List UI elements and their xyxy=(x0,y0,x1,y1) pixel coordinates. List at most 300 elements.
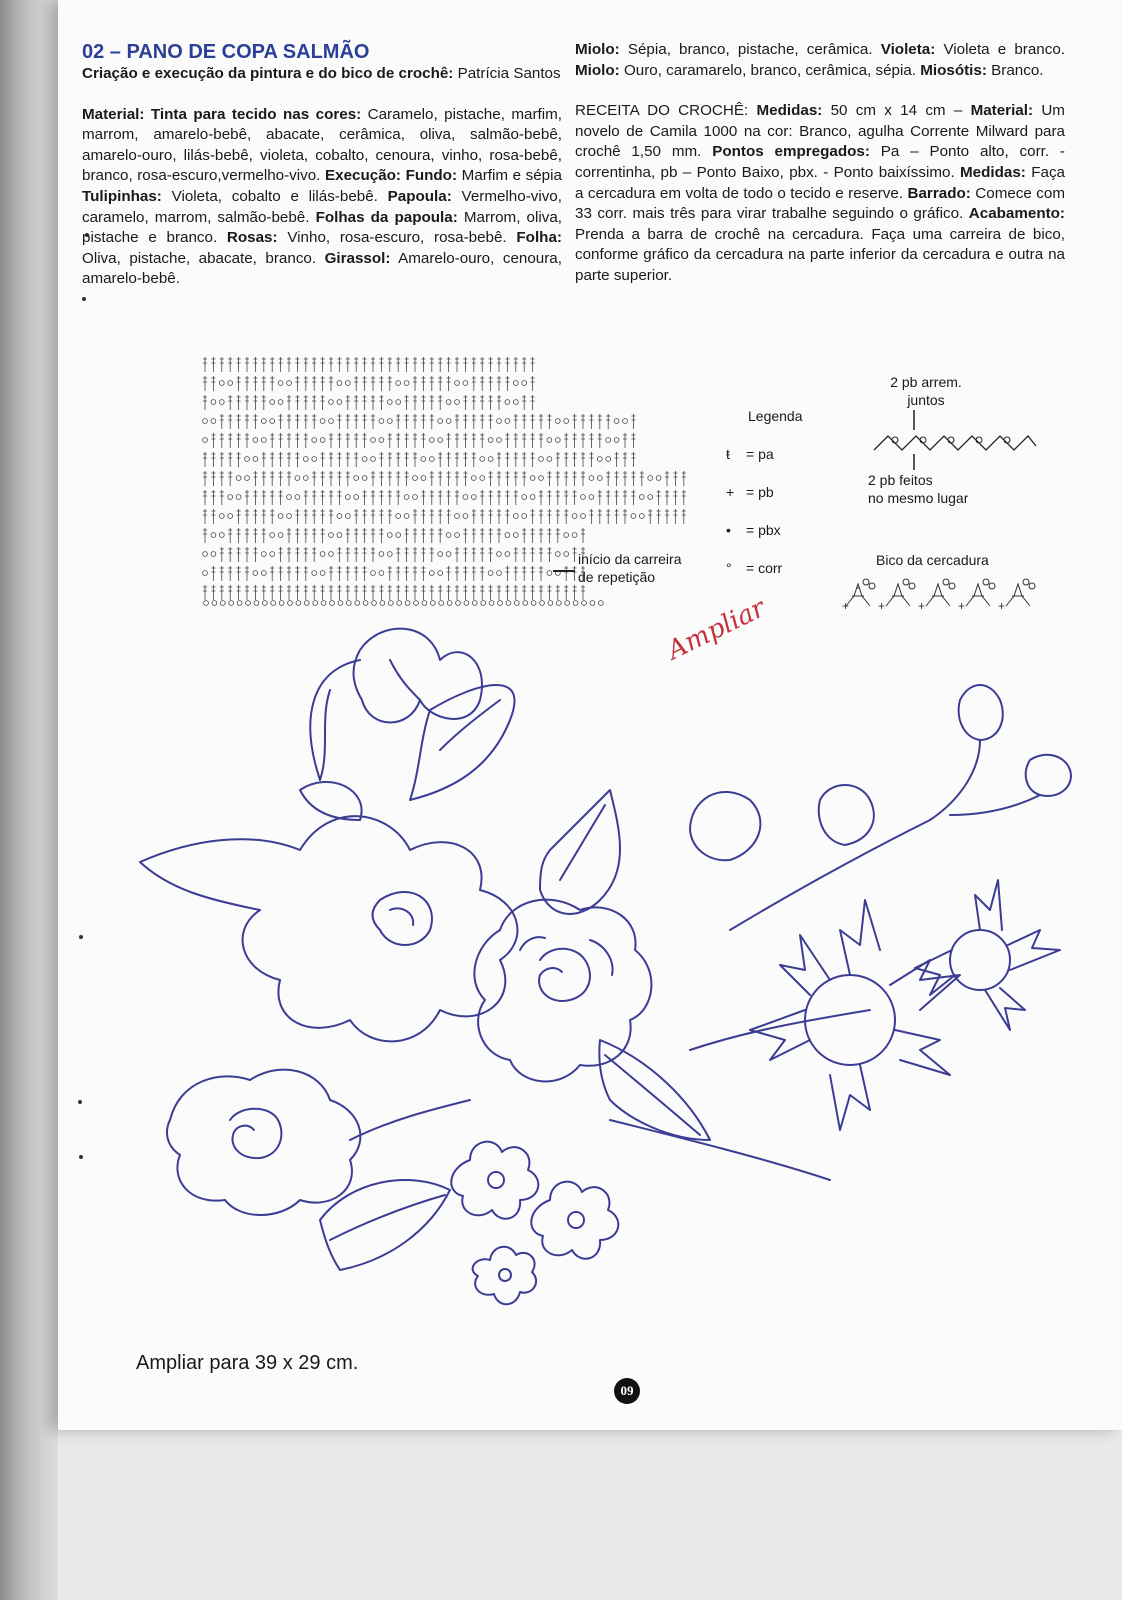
chart-chain-stitch xyxy=(337,514,342,519)
chart-double-crochet-stitch xyxy=(438,490,442,505)
chart-double-crochet-stitch xyxy=(354,528,358,543)
chart-double-crochet-stitch xyxy=(673,509,677,524)
chart-double-crochet-stitch xyxy=(220,414,224,429)
chart-double-crochet-stitch xyxy=(430,490,434,505)
chart-chain-stitch xyxy=(429,457,434,462)
chart-chain-stitch xyxy=(606,438,611,443)
chart-chain-stitch xyxy=(236,476,241,481)
chart-double-crochet-stitch xyxy=(329,452,333,467)
miolo2-label: Miolo: xyxy=(575,61,620,79)
chart-double-crochet-stitch xyxy=(556,471,560,486)
chart-double-crochet-stitch xyxy=(438,585,442,600)
page-number: 09 xyxy=(614,1378,640,1404)
chart-double-crochet-stitch xyxy=(237,452,241,467)
chart-chain-stitch xyxy=(396,514,401,519)
chart-double-crochet-stitch xyxy=(489,414,493,429)
legend-item-pb xyxy=(726,484,774,500)
chart-double-crochet-stitch xyxy=(480,414,484,429)
chart-start-label xyxy=(578,550,682,586)
chart-double-crochet-stitch xyxy=(354,433,358,448)
chart-double-crochet-stitch xyxy=(430,471,434,486)
chart-chain-stitch xyxy=(530,476,535,481)
chart-double-crochet-stitch xyxy=(413,433,417,448)
chart-chain-stitch xyxy=(530,495,535,500)
chart-double-crochet-stitch xyxy=(505,490,509,505)
chart-double-crochet-stitch xyxy=(262,471,266,486)
chart-double-crochet-stitch xyxy=(531,433,535,448)
chart-double-crochet-stitch xyxy=(556,509,560,524)
recipe-medidas-label: Medidas: xyxy=(756,102,823,120)
chart-double-crochet-stitch xyxy=(489,376,493,391)
chart-chain-stitch xyxy=(648,476,653,481)
execucao-label: Execução: xyxy=(325,167,401,185)
chart-chain-stitch xyxy=(404,514,409,519)
chart-chain-stitch xyxy=(648,495,653,500)
chart-double-crochet-stitch xyxy=(287,566,291,581)
chart-double-crochet-stitch xyxy=(430,395,434,410)
chart-double-crochet-stitch xyxy=(547,547,551,562)
chart-double-crochet-stitch xyxy=(245,585,249,600)
chart-double-crochet-stitch xyxy=(631,452,635,467)
chart-double-crochet-stitch xyxy=(388,566,392,581)
binding-dot xyxy=(79,1155,83,1159)
chart-double-crochet-stitch xyxy=(321,509,325,524)
chart-double-crochet-stitch xyxy=(279,471,283,486)
chart-double-crochet-stitch xyxy=(388,452,392,467)
chart-chain-stitch xyxy=(387,400,392,405)
chart-chain-stitch xyxy=(396,533,401,538)
chart-double-crochet-stitch xyxy=(505,509,509,524)
chart-double-crochet-stitch xyxy=(312,490,316,505)
chart-chain-stitch xyxy=(555,438,560,443)
chart-double-crochet-stitch xyxy=(497,528,501,543)
bico-stitch-diagram xyxy=(870,410,1040,470)
chart-chain-stitch xyxy=(345,381,350,386)
chart-chain-stitch xyxy=(480,476,485,481)
chart-double-crochet-stitch xyxy=(304,357,308,372)
chart-chain-stitch xyxy=(396,381,401,386)
tulipinhas-text: Violeta, cobalto e lilás-bebê. xyxy=(171,187,378,205)
chart-double-crochet-stitch xyxy=(211,566,215,581)
chart-chain-stitch xyxy=(295,495,300,500)
chart-double-crochet-stitch xyxy=(564,471,568,486)
chart-double-crochet-stitch xyxy=(598,414,602,429)
chart-chain-stitch xyxy=(320,419,325,424)
chart-chain-stitch xyxy=(446,533,451,538)
chart-double-crochet-stitch xyxy=(438,471,442,486)
chart-double-crochet-stitch xyxy=(287,414,291,429)
chart-double-crochet-stitch xyxy=(573,452,577,467)
chart-chain-stitch xyxy=(354,495,359,500)
chart-chain-stitch xyxy=(253,571,258,576)
recipe-material-text: Um novelo de Camila 1000 na cor: Branco, agulha Corrente Milward para crochê 1,50 mm. xyxy=(575,102,1065,161)
chart-double-crochet-stitch xyxy=(354,509,358,524)
chart-double-crochet-stitch xyxy=(430,528,434,543)
chart-double-crochet-stitch xyxy=(337,490,341,505)
chart-double-crochet-stitch xyxy=(304,490,308,505)
chart-double-crochet-stitch xyxy=(531,566,535,581)
chart-double-crochet-stitch xyxy=(203,490,207,505)
chart-chain-stitch xyxy=(219,533,224,538)
chart-double-crochet-stitch xyxy=(581,433,585,448)
chart-double-crochet-stitch xyxy=(304,547,308,562)
materials-paragraph xyxy=(82,105,562,290)
chart-double-crochet-stitch xyxy=(270,509,274,524)
chart-double-crochet-stitch xyxy=(623,433,627,448)
chart-chain-stitch xyxy=(438,552,443,557)
chart-double-crochet-stitch xyxy=(346,566,350,581)
chart-double-crochet-stitch xyxy=(623,452,627,467)
chart-double-crochet-stitch xyxy=(295,547,299,562)
chart-double-crochet-stitch xyxy=(573,490,577,505)
chart-chain-stitch xyxy=(337,533,342,538)
chart-double-crochet-stitch xyxy=(573,433,577,448)
chart-double-crochet-stitch xyxy=(421,433,425,448)
miosotis-label: Miosótis: xyxy=(920,61,987,79)
legend-label: = corr xyxy=(746,560,783,576)
chart-double-crochet-stitch xyxy=(321,376,325,391)
chart-double-crochet-stitch xyxy=(497,376,501,391)
chart-double-crochet-stitch xyxy=(514,357,518,372)
chart-double-crochet-stitch xyxy=(463,357,467,372)
chart-double-crochet-stitch xyxy=(371,471,375,486)
chart-double-crochet-stitch xyxy=(430,585,434,600)
chart-double-crochet-stitch xyxy=(245,547,249,562)
chart-double-crochet-stitch xyxy=(573,585,577,600)
chart-chain-stitch xyxy=(455,381,460,386)
chart-double-crochet-stitch xyxy=(480,433,484,448)
chart-chain-stitch xyxy=(261,571,266,576)
chart-double-crochet-stitch xyxy=(388,471,392,486)
chart-double-crochet-stitch xyxy=(438,509,442,524)
chart-double-crochet-stitch xyxy=(598,509,602,524)
chart-double-crochet-stitch xyxy=(211,509,215,524)
chart-double-crochet-stitch xyxy=(631,433,635,448)
chart-double-crochet-stitch xyxy=(438,376,442,391)
chart-chain-stitch xyxy=(639,495,644,500)
chart-double-crochet-stitch xyxy=(539,566,543,581)
chart-chain-stitch xyxy=(522,381,527,386)
chart-chain-stitch xyxy=(446,419,451,424)
chart-double-crochet-stitch xyxy=(253,585,257,600)
chart-double-crochet-stitch xyxy=(304,509,308,524)
chart-double-crochet-stitch xyxy=(354,452,358,467)
chart-chain-stitch xyxy=(320,571,325,576)
chart-double-crochet-stitch xyxy=(665,471,669,486)
chart-double-crochet-stitch xyxy=(472,547,476,562)
chart-double-crochet-stitch xyxy=(312,585,316,600)
chart-double-crochet-stitch xyxy=(262,357,266,372)
legend-item-pbx xyxy=(726,522,781,538)
chart-double-crochet-stitch xyxy=(237,414,241,429)
chart-double-crochet-stitch xyxy=(371,490,375,505)
chart-double-crochet-stitch xyxy=(379,452,383,467)
chart-double-crochet-stitch xyxy=(665,490,669,505)
chart-chain-stitch xyxy=(320,438,325,443)
miolo2-text: Ouro, caramarelo, branco, cerâmica, sépia. xyxy=(623,61,917,79)
chart-double-crochet-stitch xyxy=(312,357,316,372)
chart-chain-stitch xyxy=(287,381,292,386)
svg-text:+: + xyxy=(998,599,1006,613)
svg-text:+: + xyxy=(878,599,886,613)
chart-double-crochet-stitch xyxy=(455,585,459,600)
chart-double-crochet-stitch xyxy=(497,452,501,467)
chart-double-crochet-stitch xyxy=(321,471,325,486)
tulipinhas-label: Tulipinhas: xyxy=(82,187,162,205)
chart-double-crochet-stitch xyxy=(531,547,535,562)
chart-double-crochet-stitch xyxy=(253,547,257,562)
chart-chain-stitch xyxy=(203,571,208,576)
chart-double-crochet-stitch xyxy=(665,509,669,524)
chart-chain-stitch xyxy=(505,419,510,424)
chart-double-crochet-stitch xyxy=(237,566,241,581)
chart-double-crochet-stitch xyxy=(447,585,451,600)
chart-double-crochet-stitch xyxy=(522,547,526,562)
chart-double-crochet-stitch xyxy=(531,376,535,391)
chart-double-crochet-stitch xyxy=(489,357,493,372)
chart-double-crochet-stitch xyxy=(388,376,392,391)
chart-chain-stitch xyxy=(564,419,569,424)
miolo-text: Sépia, branco, pistache, cerâmica. xyxy=(627,41,873,58)
chart-double-crochet-stitch xyxy=(329,433,333,448)
chart-double-crochet-stitch xyxy=(346,452,350,467)
chart-double-crochet-stitch xyxy=(245,357,249,372)
chart-double-crochet-stitch xyxy=(304,566,308,581)
chart-double-crochet-stitch xyxy=(514,585,518,600)
chart-double-crochet-stitch xyxy=(211,376,215,391)
chart-double-crochet-stitch xyxy=(489,528,493,543)
chart-double-crochet-stitch xyxy=(564,452,568,467)
chart-double-crochet-stitch xyxy=(253,528,257,543)
chart-chain-stitch xyxy=(371,438,376,443)
chart-double-crochet-stitch xyxy=(623,471,627,486)
chart-chain-stitch xyxy=(463,381,468,386)
chart-double-crochet-stitch xyxy=(270,376,274,391)
recipe-barrado-label: Barrado: xyxy=(907,184,971,202)
chart-double-crochet-stitch xyxy=(279,452,283,467)
chart-double-crochet-stitch xyxy=(480,566,484,581)
chart-double-crochet-stitch xyxy=(228,528,232,543)
chart-chain-stitch xyxy=(270,419,275,424)
chart-double-crochet-stitch xyxy=(253,414,257,429)
chart-chain-stitch xyxy=(572,533,577,538)
chart-double-crochet-stitch xyxy=(363,566,367,581)
chart-chain-stitch xyxy=(455,514,460,519)
chart-double-crochet-stitch xyxy=(388,357,392,372)
article-title: 02 – PANO DE COPA SALMÃO xyxy=(82,41,370,63)
chart-double-crochet-stitch xyxy=(245,395,249,410)
legend-symbol: ° xyxy=(726,560,732,576)
chart-chain-stitch xyxy=(228,381,233,386)
chart-double-crochet-stitch xyxy=(220,585,224,600)
chart-double-crochet-stitch xyxy=(447,452,451,467)
chart-double-crochet-stitch xyxy=(589,433,593,448)
chart-double-crochet-stitch xyxy=(505,452,509,467)
chart-chain-stitch xyxy=(589,495,594,500)
chart-chain-stitch xyxy=(278,514,283,519)
chart-chain-stitch xyxy=(404,495,409,500)
chart-chain-stitch xyxy=(396,400,401,405)
chart-double-crochet-stitch xyxy=(228,395,232,410)
chart-start-arrow-icon xyxy=(553,568,575,574)
chart-double-crochet-stitch xyxy=(615,452,619,467)
chart-double-crochet-stitch xyxy=(598,433,602,448)
credit-label: Criação e execução da pintura e do bico de crochê: xyxy=(82,65,454,82)
chart-double-crochet-stitch xyxy=(396,357,400,372)
chart-double-crochet-stitch xyxy=(354,376,358,391)
chart-double-crochet-stitch xyxy=(346,414,350,429)
chart-double-crochet-stitch xyxy=(547,471,551,486)
legend-item-pa xyxy=(726,446,774,462)
chart-double-crochet-stitch xyxy=(447,357,451,372)
chart-double-crochet-stitch xyxy=(413,395,417,410)
chart-double-crochet-stitch xyxy=(237,376,241,391)
chart-double-crochet-stitch xyxy=(379,357,383,372)
chart-chain-stitch xyxy=(488,571,493,576)
chart-double-crochet-stitch xyxy=(396,452,400,467)
chart-double-crochet-stitch xyxy=(253,509,257,524)
chart-double-crochet-stitch xyxy=(581,414,585,429)
chart-chain-stitch xyxy=(539,457,544,462)
chart-double-crochet-stitch xyxy=(405,433,409,448)
chart-double-crochet-stitch xyxy=(396,490,400,505)
fundo-label: Fundo: xyxy=(405,167,458,185)
chart-double-crochet-stitch xyxy=(346,433,350,448)
chart-double-crochet-stitch xyxy=(237,433,241,448)
chart-double-crochet-stitch xyxy=(279,414,283,429)
chart-double-crochet-stitch xyxy=(430,376,434,391)
chart-chain-stitch xyxy=(606,457,611,462)
chart-double-crochet-stitch xyxy=(388,509,392,524)
binding-dot xyxy=(82,297,86,301)
chart-double-crochet-stitch xyxy=(455,357,459,372)
folhas-papoula-label: Folhas da papoula: xyxy=(315,208,458,226)
chart-double-crochet-stitch xyxy=(363,585,367,600)
chart-double-crochet-stitch xyxy=(531,528,535,543)
chart-chain-stitch xyxy=(639,514,644,519)
chart-double-crochet-stitch xyxy=(480,547,484,562)
chart-double-crochet-stitch xyxy=(363,509,367,524)
chart-double-crochet-stitch xyxy=(413,414,417,429)
chart-double-crochet-stitch xyxy=(279,433,283,448)
chart-chain-stitch xyxy=(547,438,552,443)
chart-double-crochet-stitch xyxy=(539,433,543,448)
chart-double-crochet-stitch xyxy=(447,376,451,391)
chart-chain-stitch xyxy=(362,457,367,462)
chart-double-crochet-stitch xyxy=(497,509,501,524)
chart-double-crochet-stitch xyxy=(237,509,241,524)
chart-double-crochet-stitch xyxy=(606,509,610,524)
chart-double-crochet-stitch xyxy=(531,414,535,429)
bico-top-label-line1: 2 pb arrem. xyxy=(890,374,962,390)
chart-chain-stitch xyxy=(211,400,216,405)
chart-chain-stitch xyxy=(236,495,241,500)
chart-double-crochet-stitch xyxy=(321,395,325,410)
materials-continuation xyxy=(575,40,1065,81)
chart-double-crochet-stitch xyxy=(598,490,602,505)
chart-double-crochet-stitch xyxy=(371,395,375,410)
binding-dot xyxy=(79,935,83,939)
chart-double-crochet-stitch xyxy=(262,395,266,410)
chart-chain-stitch xyxy=(203,552,208,557)
chart-double-crochet-stitch xyxy=(237,547,241,562)
chart-double-crochet-stitch xyxy=(421,376,425,391)
chart-double-crochet-stitch xyxy=(421,547,425,562)
chart-double-crochet-stitch xyxy=(623,490,627,505)
chart-double-crochet-stitch xyxy=(295,509,299,524)
chart-chain-stitch xyxy=(345,495,350,500)
chart-double-crochet-stitch xyxy=(405,452,409,467)
recipe-medidas2-text: Faça a cercadura em volta de todo o tecido e reserve. xyxy=(575,163,1065,202)
chart-double-crochet-stitch xyxy=(447,490,451,505)
chart-double-crochet-stitch xyxy=(262,585,266,600)
chart-double-crochet-stitch xyxy=(312,395,316,410)
chart-double-crochet-stitch xyxy=(447,509,451,524)
chart-double-crochet-stitch xyxy=(497,490,501,505)
chart-chain-stitch xyxy=(455,533,460,538)
chart-chain-stitch xyxy=(513,381,518,386)
chart-double-crochet-stitch xyxy=(346,547,350,562)
chart-double-crochet-stitch xyxy=(463,566,467,581)
chart-double-crochet-stitch xyxy=(421,566,425,581)
chart-double-crochet-stitch xyxy=(531,509,535,524)
chart-double-crochet-stitch xyxy=(346,585,350,600)
chart-double-crochet-stitch xyxy=(379,471,383,486)
chart-double-crochet-stitch xyxy=(421,357,425,372)
left-text-column xyxy=(82,40,562,290)
chart-chain-stitch xyxy=(379,552,384,557)
chart-double-crochet-stitch xyxy=(547,509,551,524)
chart-double-crochet-stitch xyxy=(413,376,417,391)
chart-double-crochet-stitch xyxy=(606,490,610,505)
legend-label: = pa xyxy=(746,446,774,462)
chart-chain-stitch xyxy=(497,419,502,424)
chart-double-crochet-stitch xyxy=(329,509,333,524)
chart-double-crochet-stitch xyxy=(245,376,249,391)
chart-double-crochet-stitch xyxy=(505,433,509,448)
chart-chain-stitch xyxy=(329,552,334,557)
chart-double-crochet-stitch xyxy=(279,566,283,581)
chart-double-crochet-stitch xyxy=(287,433,291,448)
chart-chain-stitch xyxy=(371,457,376,462)
material-text: Caramelo, pistache, marfim, marrom, amarelo-bebê, abacate, cerâmica, oliva, salmão-bebê, amarelo-ouro, lilás-bebê, violeta, cobalto, cenoura, vinho, rosa-bebê, branco, rosa-escuro,vermelho-vivo. xyxy=(82,105,562,185)
chart-double-crochet-stitch xyxy=(211,490,215,505)
chart-double-crochet-stitch xyxy=(337,414,341,429)
chart-double-crochet-stitch xyxy=(405,585,409,600)
chart-double-crochet-stitch xyxy=(573,414,577,429)
chart-double-crochet-stitch xyxy=(337,471,341,486)
chart-double-crochet-stitch xyxy=(228,585,232,600)
chart-double-crochet-stitch xyxy=(539,547,543,562)
chart-double-crochet-stitch xyxy=(413,566,417,581)
chart-double-crochet-stitch xyxy=(279,547,283,562)
chart-double-crochet-stitch xyxy=(497,471,501,486)
chart-double-crochet-stitch xyxy=(430,509,434,524)
chart-double-crochet-stitch xyxy=(623,509,627,524)
chart-double-crochet-stitch xyxy=(531,395,535,410)
chart-double-crochet-stitch xyxy=(522,471,526,486)
chart-chain-stitch xyxy=(228,495,233,500)
chart-double-crochet-stitch xyxy=(245,414,249,429)
chart-double-crochet-stitch xyxy=(312,509,316,524)
chart-double-crochet-stitch xyxy=(463,414,467,429)
chart-double-crochet-stitch xyxy=(396,471,400,486)
recipe-acabamento-text: Prenda a barra de crochê na cercadura. Faça uma carreira de bico, conforme gráfico da cercadura na parte inferior da cercadura e outra na parte superior. xyxy=(575,225,1065,284)
recipe-material-label: Material: xyxy=(970,102,1034,120)
chart-double-crochet-stitch xyxy=(245,490,249,505)
chart-double-crochet-stitch xyxy=(522,566,526,581)
chart-double-crochet-stitch xyxy=(363,357,367,372)
